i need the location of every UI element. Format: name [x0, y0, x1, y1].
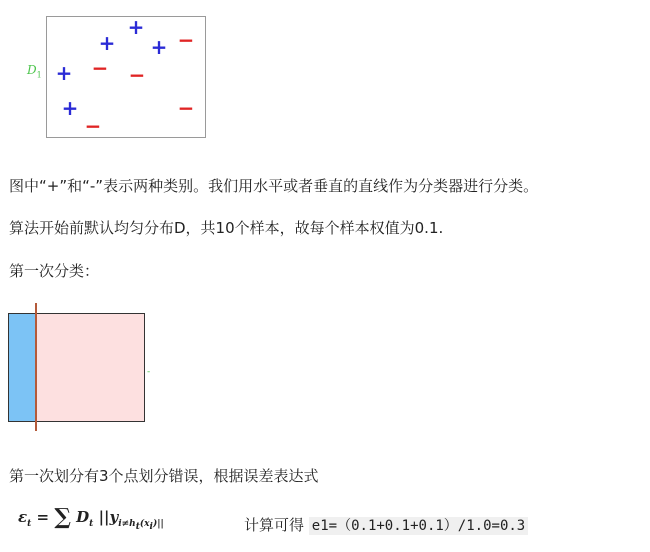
formula-d-sub: t	[89, 519, 94, 529]
formula-equals: =	[36, 508, 50, 526]
error-formula	[18, 502, 164, 532]
minus-sample-9: −	[177, 96, 195, 120]
paragraph-2: 算法开始前默认均匀分布D，共10个样本，故每个样本权值为0.1.	[9, 219, 444, 237]
minus-sample-8: −	[84, 114, 102, 138]
formula-cond: i≠h	[118, 519, 136, 529]
minus-sample-6: −	[91, 56, 109, 80]
formula-sum: ∑	[54, 504, 71, 530]
formula-bars-open: ||	[98, 508, 110, 526]
minus-sample-7: −	[128, 63, 146, 87]
paragraph-1: 图中“+”和“-”表示两种类别。我们用水平或者垂直的直线作为分类器进行分类。	[9, 177, 539, 195]
formula-x-sub: i	[149, 521, 153, 532]
formula-x: (x	[139, 519, 150, 529]
minus-sample-5: −	[177, 28, 195, 52]
figure-2-classification-box	[8, 313, 145, 422]
calc-prefix: 计算可得	[244, 516, 305, 534]
formula-y: y	[109, 508, 119, 526]
region-right	[37, 314, 144, 421]
paragraph-3: 第一次分类：	[9, 262, 100, 280]
formula-epsilon: ε	[18, 508, 28, 526]
calculation-line	[244, 514, 528, 535]
classifier-divider-line	[35, 303, 37, 431]
d1-label	[27, 63, 42, 79]
figure-2-tick: -	[147, 367, 151, 377]
paragraph-4: 第一次划分有3个点划分错误，根据误差表达式	[9, 467, 319, 485]
d1-label-main: D	[27, 63, 37, 77]
d1-label-sub: 1	[36, 70, 42, 80]
plus-sample-3: +	[55, 61, 73, 85]
plus-sample-1: +	[98, 31, 116, 55]
formula-cond-sub: t	[135, 521, 140, 532]
region-left	[9, 314, 37, 421]
plus-sample-0: +	[127, 15, 145, 39]
calc-expression: e1=（0.1+0.1+0.1）/1.0=0.3	[309, 517, 528, 535]
plus-sample-4: +	[61, 96, 79, 120]
formula-close: )||	[152, 519, 164, 529]
formula-epsilon-sub: t	[27, 519, 32, 529]
plus-sample-2: +	[150, 35, 168, 59]
formula-d: D	[76, 508, 90, 526]
